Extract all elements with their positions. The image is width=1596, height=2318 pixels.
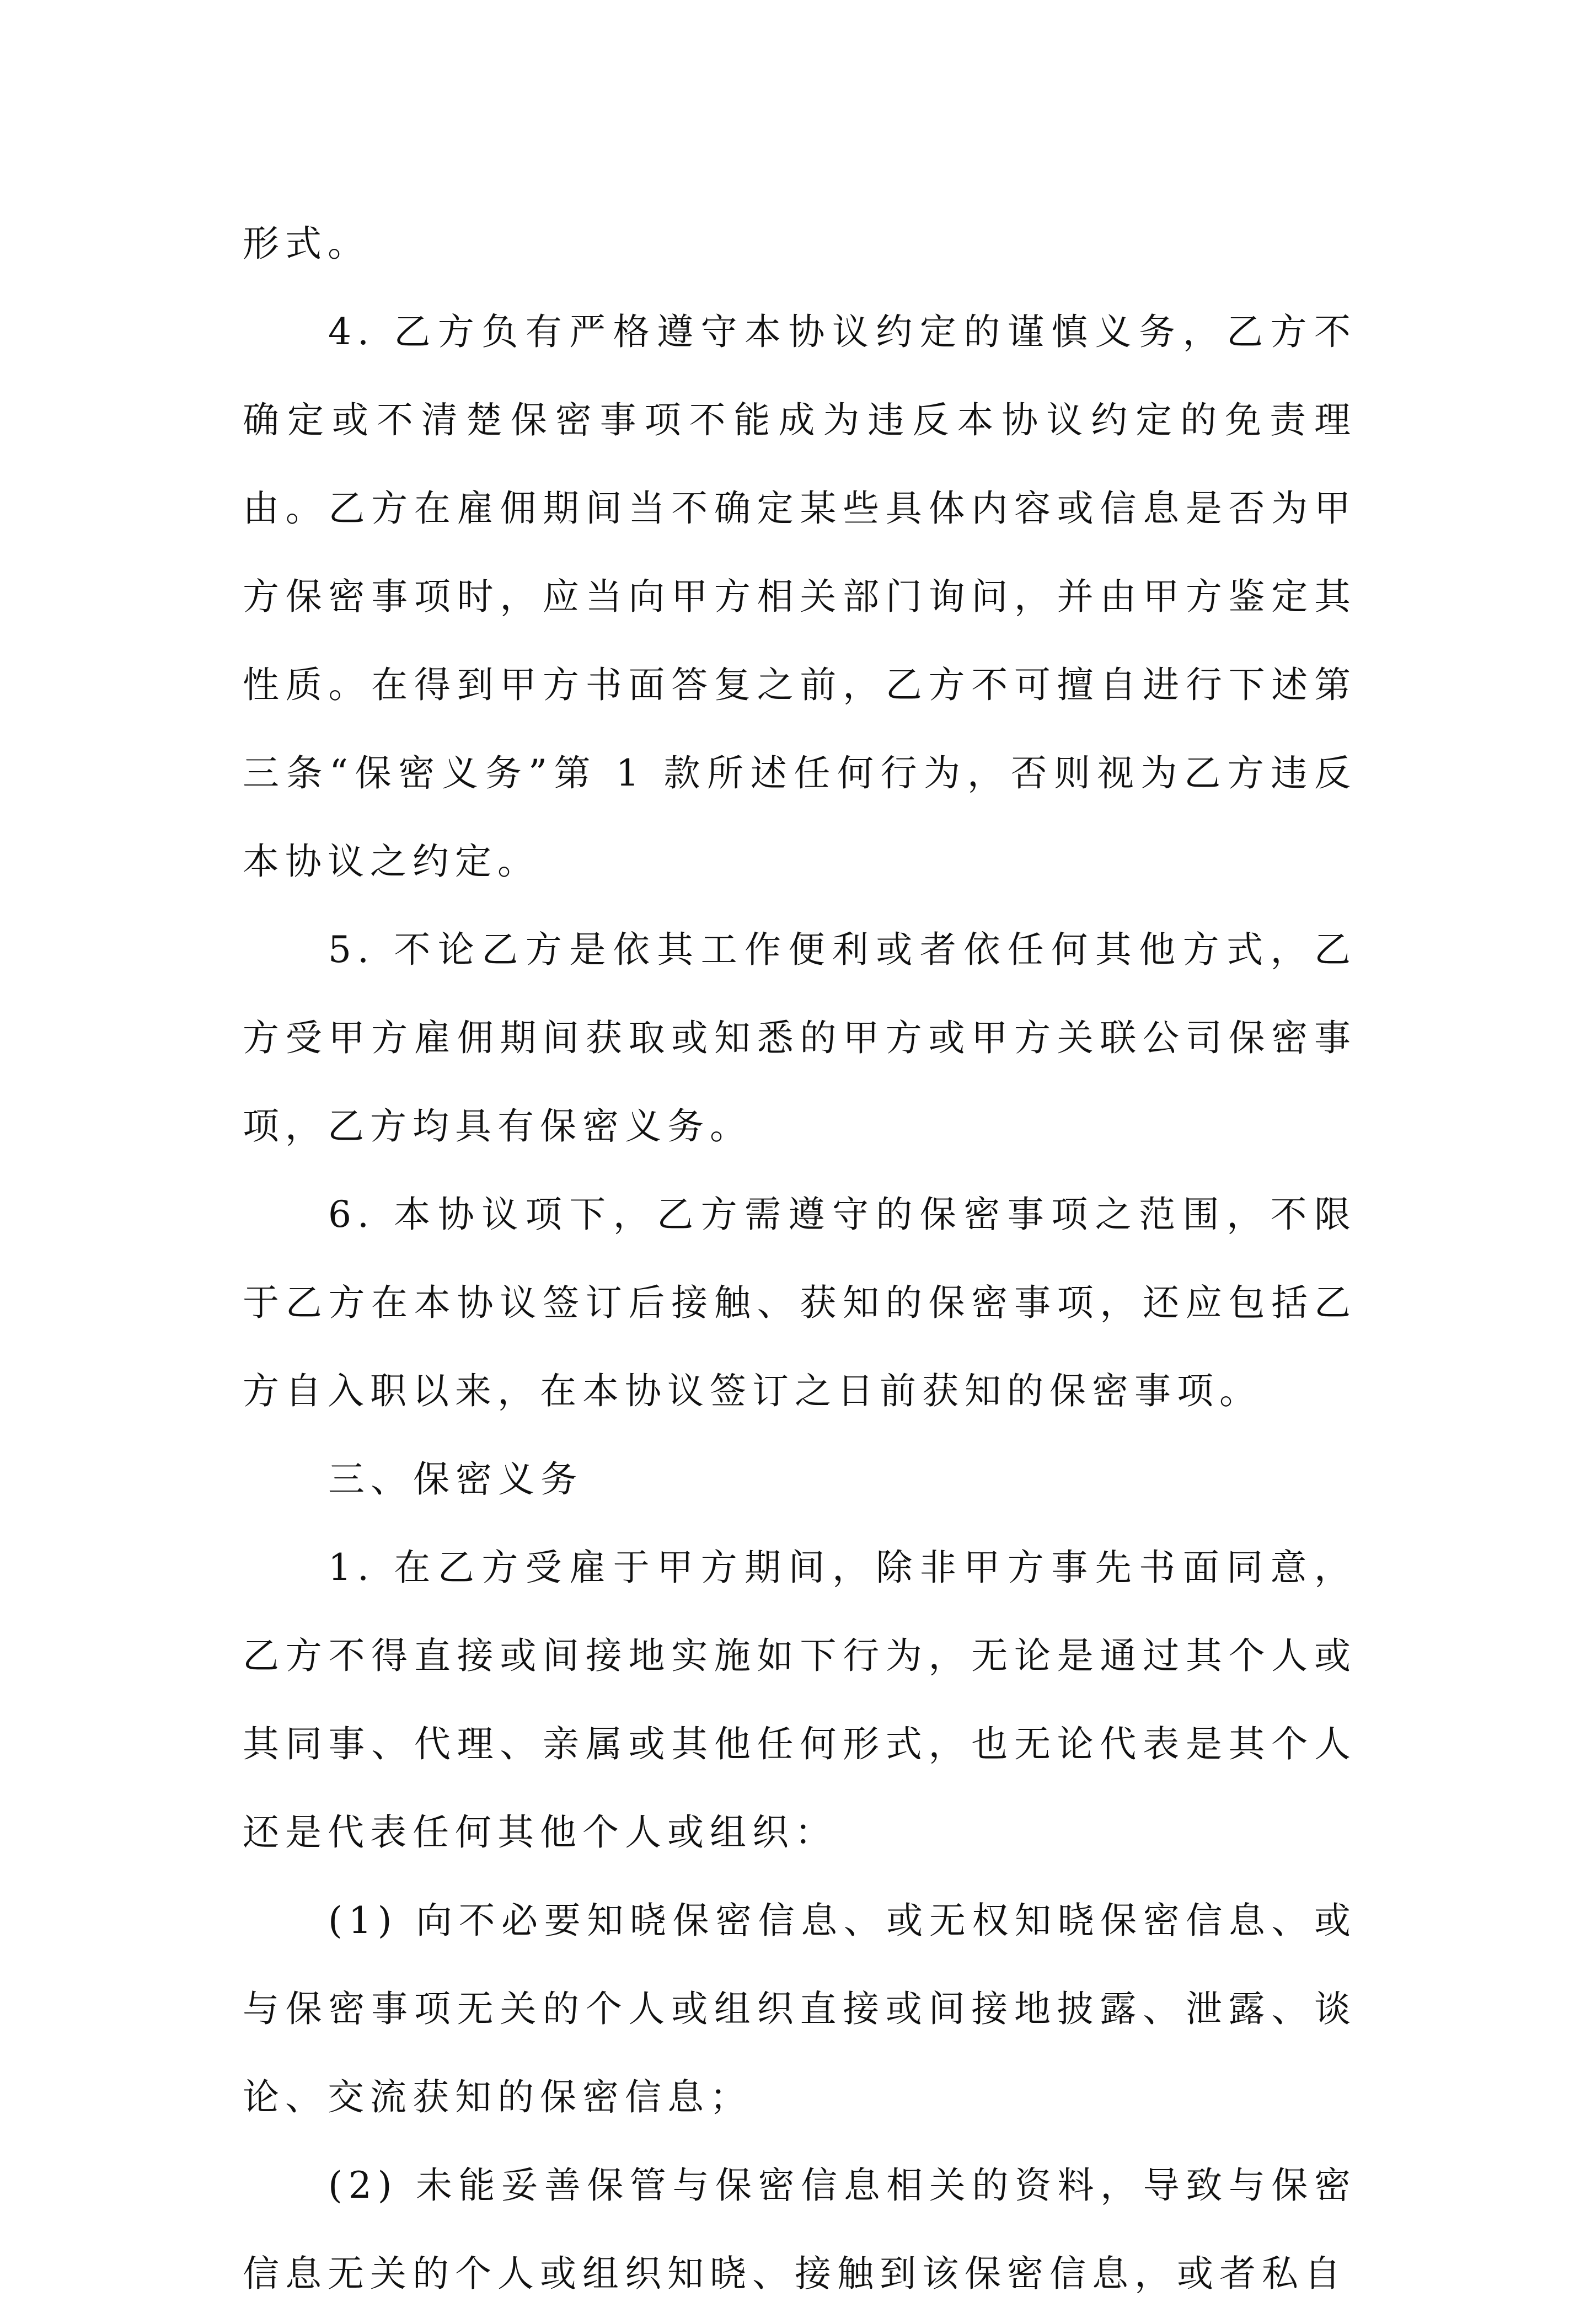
section-heading-confidentiality-obligations: 三、保密义务 <box>328 1458 583 1500</box>
paragraph-continuation: 形式。 <box>243 222 370 265</box>
paragraph-clause-6: 6. 本协议项下，乙方需遵守的保密事项之范围，不限于乙方在本协议签订后接触、获知的保密事项，还应包括乙方自入职以来，在本协议签订之日前获知的保密事项。 <box>243 1193 1357 1412</box>
paragraph-obligation-1: 1. 在乙方受雇于甲方期间，除非甲方事先书面同意，乙方不得直接或间接地实施如下行为，无论是通过其个人或其同事、代理、亲属或其他任何形式，也无论代表是其个人还是代表任何其他个人或组织： <box>243 1546 1357 1854</box>
paragraph-item-1: (1) 向不必要知晓保密信息、或无权知晓保密信息、或与保密事项无关的个人或组织直接或间接地披露、泄露、谈论、交流获知的保密信息； <box>243 1899 1357 2118</box>
paragraph-clause-4: 4. 乙方负有严格遵守本协议约定的谨慎义务，乙方不确定或不清楚保密事项不能成为违反本协议约定的免责理由。乙方在雇佣期间当不确定某些具体内容或信息是否为甲方保密事项时，应当向甲方相关部门询问，并由甲方鉴定其性质。在得到甲方书面答复之前，乙方不可擅自进行下述第三条“保密义务”第 1 款所述任何行为，否则视为乙方违反本协议之约定。 <box>243 311 1357 883</box>
paragraph-item-2: (2) 未能妥善保管与保密信息相关的资料，导致与保密信息无关的个人或组织知晓、接触到该保密信息，或者私自 <box>243 2164 1357 2295</box>
document-body <box>243 200 1357 2318</box>
paragraph-clause-5: 5. 不论乙方是依其工作便利或者依任何其他方式，乙方受甲方雇佣期间获取或知悉的甲方或甲方关联公司保密事项，乙方均具有保密义务。 <box>243 928 1357 1147</box>
